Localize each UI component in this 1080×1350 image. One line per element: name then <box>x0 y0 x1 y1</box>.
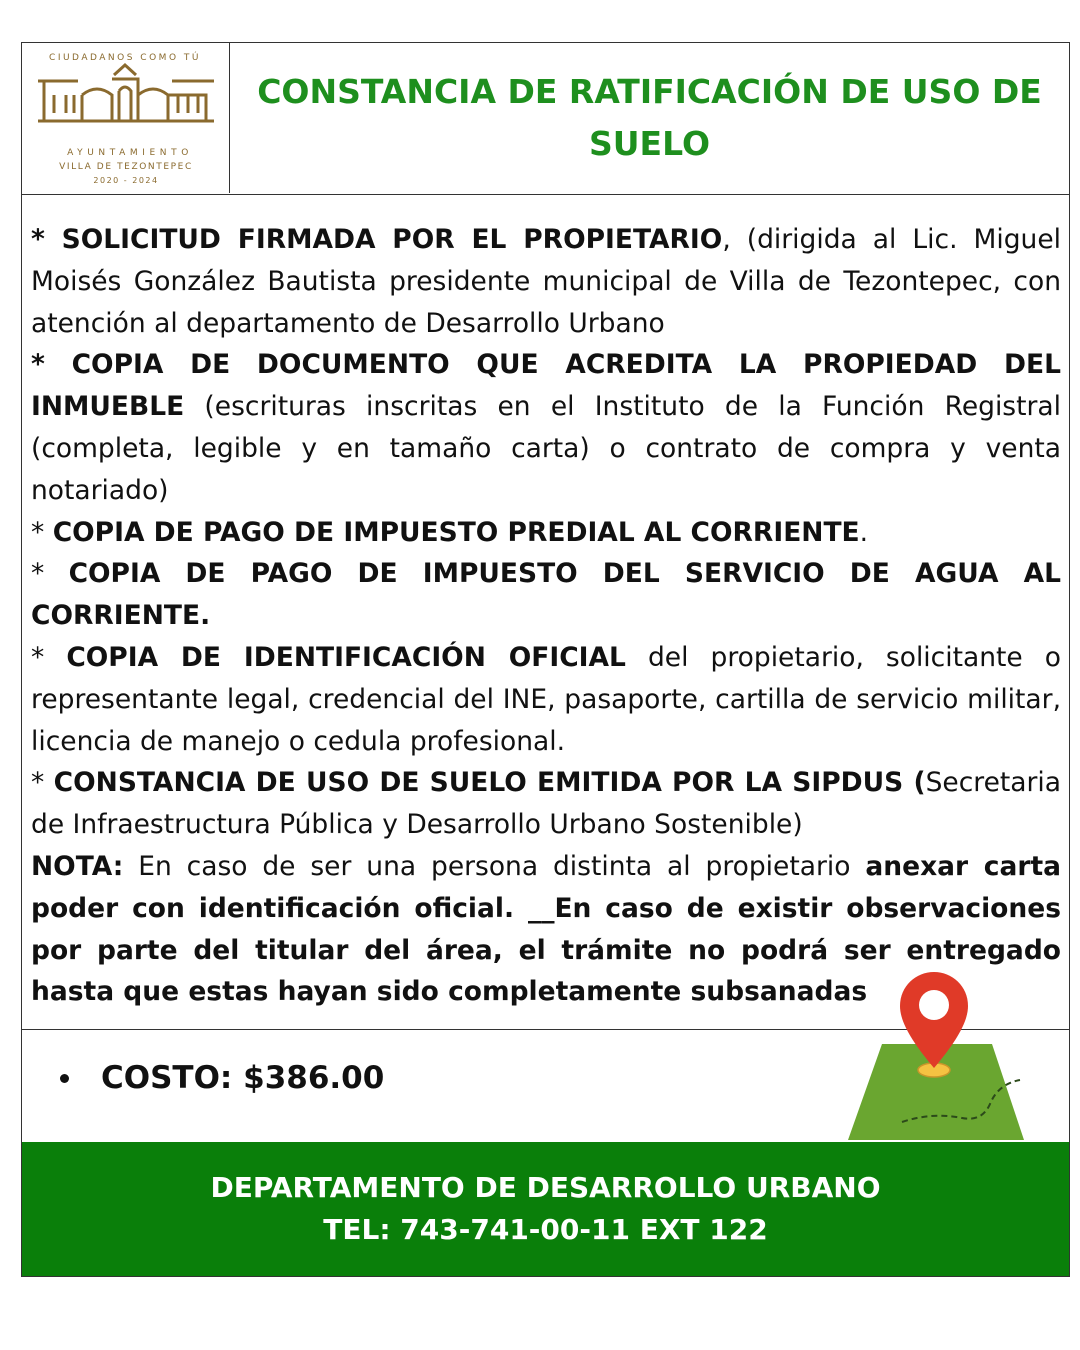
note-label: NOTA: <box>31 850 124 882</box>
requirement-3-prefix: * <box>31 516 53 548</box>
requirement-1-heading: * SOLICITUD FIRMADA POR EL PROPIETARIO <box>31 224 723 255</box>
requirement-6-prefix: * <box>31 767 54 799</box>
footer-phone: TEL: 743-741-00-11 EXT 122 <box>323 1213 768 1246</box>
map-location-pin-icon <box>842 972 1052 1142</box>
cost-section <box>22 1030 1069 1142</box>
requirement-3 <box>31 512 1061 554</box>
logo-cell <box>22 43 230 193</box>
note-text: En caso de ser una persona distinta al propietario <box>123 850 866 882</box>
logo-ayuntamiento-text: AYUNTAMIENTO <box>67 148 193 158</box>
requirement-2-heading: * COPIA DE DOCUMENTO QUE ACREDITA LA PROPIEDAD DEL INMUEBLE <box>31 349 1061 423</box>
requirement-6-heading: CONSTANCIA DE USO DE SUELO EMITIDA POR LA SIPDUS ( <box>53 767 926 799</box>
header <box>22 43 1069 195</box>
bullet-icon <box>60 1074 69 1083</box>
cost-text: COSTO: $386.00 <box>101 1060 385 1096</box>
requirement-2-text: (escrituras inscritas en el Instituto de la Función Registral (completa, legible y en tamaño carta) o contrato de compra y venta notariado) <box>31 391 1061 506</box>
logo-top-text: CIUDADANOS COMO TÚ <box>49 53 201 63</box>
requirement-3-heading: COPIA DE PAGO DE IMPUESTO PREDIAL AL CORRIENTE <box>52 516 860 548</box>
requirement-5-heading: COPIA DE IDENTIFICACIÓN OFICIAL <box>66 641 626 673</box>
requirements-section <box>22 195 1069 1030</box>
requirement-2 <box>31 344 1061 511</box>
requirement-4-prefix: * <box>31 558 69 590</box>
footer <box>22 1142 1069 1276</box>
requirement-5 <box>31 637 1061 762</box>
municipal-building-logo <box>22 43 228 193</box>
requirement-1-text: , (dirigida al Lic. Miguel Moisés González Bautista presidente municipal de Villa de Tezontepec, con atención al departamento de Desarrollo Urbano <box>31 224 1062 339</box>
page-title: CONSTANCIA DE RATIFICACIÓN DE USO DE SUELO <box>257 72 1042 163</box>
cost-item <box>60 1060 384 1096</box>
requirement-6-text: Secretaria de Infraestructura Pública y Desarrollo Urbano Sostenible) <box>31 767 1061 841</box>
requirement-3-text: . <box>859 516 869 548</box>
logo-town-text: VILLA DE TEZONTEPEC <box>59 162 193 172</box>
note-bold-text: anexar carta poder con identificación oficial. __En caso de existir observaciones por parte del titular del área, el trámite no podrá ser entregado hasta que estas hayan sido completamente subsanadas <box>31 850 1062 1008</box>
requirement-4 <box>31 553 1061 637</box>
requirement-5-text: del propietario, solicitante o representante legal, credencial del INE, pasaporte, cartilla de servicio militar, licencia de manejo o cedula profesional. <box>31 641 1061 757</box>
requirement-1 <box>31 219 1061 344</box>
footer-department: DEPARTAMENTO DE DESARROLLO URBANO <box>210 1171 881 1204</box>
document-frame <box>21 42 1070 1277</box>
requirement-5-prefix: * <box>31 641 67 673</box>
requirement-4-heading: COPIA DE PAGO DE IMPUESTO DEL SERVICIO DE AGUA AL CORRIENTE. <box>31 558 1061 632</box>
requirement-6 <box>31 762 1061 846</box>
logo-years-text: 2020 - 2024 <box>93 176 159 185</box>
